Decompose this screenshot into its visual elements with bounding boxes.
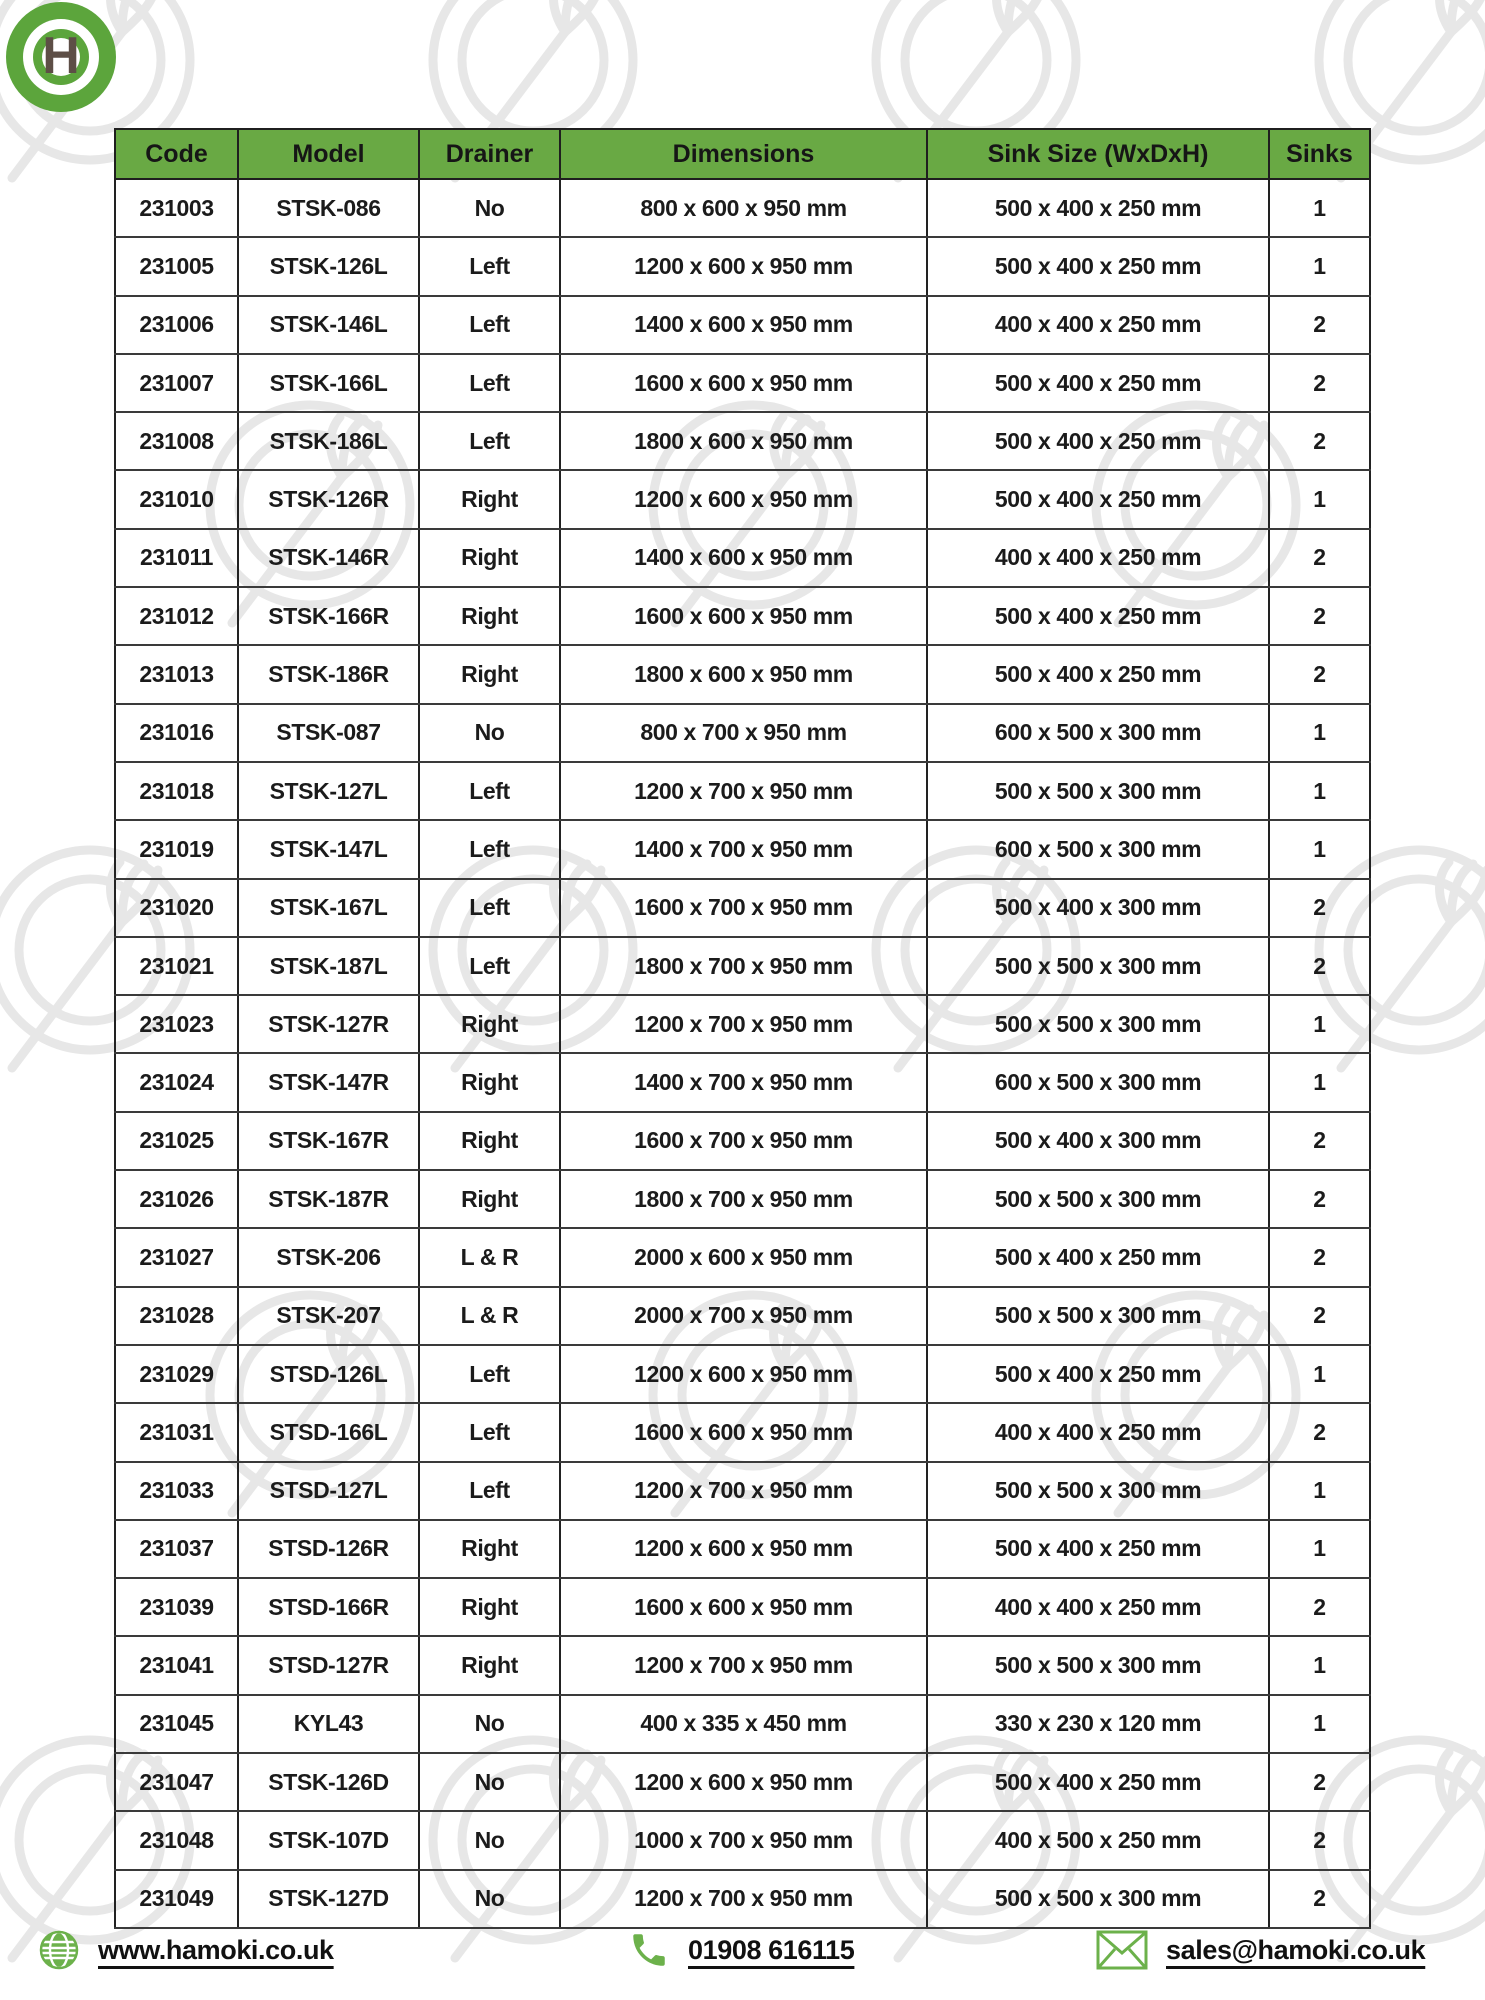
cell-model: STSK-187R: [238, 1170, 419, 1228]
hamoki-logo: [6, 2, 116, 112]
cell-code: 231039: [115, 1578, 238, 1636]
cell-sinks: 1: [1269, 704, 1370, 762]
cell-drainer: Right: [419, 587, 560, 645]
cell-sink-size: 500 x 400 x 250 mm: [927, 354, 1269, 412]
cell-sinks: 2: [1269, 1578, 1370, 1636]
cell-sinks: 2: [1269, 296, 1370, 354]
cell-model: STSK-187L: [238, 937, 419, 995]
table-row: [115, 879, 1370, 937]
table-row: [115, 529, 1370, 587]
cell-code: 231007: [115, 354, 238, 412]
cell-dimensions: 1200 x 600 x 950 mm: [560, 1753, 927, 1811]
cell-drainer: No: [419, 1753, 560, 1811]
cell-dimensions: 1400 x 600 x 950 mm: [560, 296, 927, 354]
table-row: [115, 1811, 1370, 1869]
table-row: [115, 1170, 1370, 1228]
cell-code: 231047: [115, 1753, 238, 1811]
cell-sink-size: 400 x 500 x 250 mm: [927, 1811, 1269, 1869]
table-row: [115, 1578, 1370, 1636]
cell-sink-size: 500 x 500 x 300 mm: [927, 1170, 1269, 1228]
cell-drainer: No: [419, 1811, 560, 1869]
cell-sink-size: 500 x 400 x 250 mm: [927, 645, 1269, 703]
cell-model: STSK-126D: [238, 1753, 419, 1811]
cell-sinks: 1: [1269, 820, 1370, 878]
cell-code: 231049: [115, 1870, 238, 1928]
cell-sinks: 2: [1269, 354, 1370, 412]
cell-model: STSK-206: [238, 1228, 419, 1286]
cell-drainer: Left: [419, 762, 560, 820]
cell-sinks: 2: [1269, 1112, 1370, 1170]
cell-code: 231021: [115, 937, 238, 995]
cell-sink-size: 600 x 500 x 300 mm: [927, 820, 1269, 878]
cell-sink-size: 400 x 400 x 250 mm: [927, 529, 1269, 587]
cell-code: 231023: [115, 995, 238, 1053]
cell-sinks: 1: [1269, 1520, 1370, 1578]
cell-sink-size: 500 x 500 x 300 mm: [927, 995, 1269, 1053]
cell-drainer: Right: [419, 470, 560, 528]
cell-dimensions: 1400 x 600 x 950 mm: [560, 529, 927, 587]
table-row: [115, 1520, 1370, 1578]
cell-model: STSK-167R: [238, 1112, 419, 1170]
cell-model: STSK-186R: [238, 645, 419, 703]
cell-dimensions: 1800 x 600 x 950 mm: [560, 645, 927, 703]
cell-drainer: No: [419, 179, 560, 237]
cell-model: STSK-147R: [238, 1053, 419, 1111]
cell-sink-size: 500 x 500 x 300 mm: [927, 762, 1269, 820]
cell-dimensions: 1200 x 700 x 950 mm: [560, 1462, 927, 1520]
cell-drainer: Left: [419, 820, 560, 878]
cell-sinks: 1: [1269, 1462, 1370, 1520]
cell-sinks: 2: [1269, 1870, 1370, 1928]
cell-sink-size: 500 x 400 x 250 mm: [927, 470, 1269, 528]
table-row: [115, 412, 1370, 470]
cell-model: STSK-167L: [238, 879, 419, 937]
cell-drainer: Right: [419, 1053, 560, 1111]
table-row: [115, 1112, 1370, 1170]
cell-model: STSD-166R: [238, 1578, 419, 1636]
cell-code: 231008: [115, 412, 238, 470]
column-header-code: Code: [115, 129, 238, 179]
column-header-dimensions: Dimensions: [560, 129, 927, 179]
cell-sink-size: 500 x 500 x 300 mm: [927, 937, 1269, 995]
cell-drainer: Right: [419, 1578, 560, 1636]
cell-dimensions: 1600 x 700 x 950 mm: [560, 1112, 927, 1170]
logo-core: [42, 27, 80, 85]
cell-sink-size: 600 x 500 x 300 mm: [927, 1053, 1269, 1111]
table-row: [115, 762, 1370, 820]
cell-drainer: Left: [419, 879, 560, 937]
cell-dimensions: 400 x 335 x 450 mm: [560, 1695, 927, 1753]
cell-code: 231033: [115, 1462, 238, 1520]
cell-code: 231016: [115, 704, 238, 762]
cell-model: STSK-146R: [238, 529, 419, 587]
phone-icon: [628, 1929, 670, 1971]
globe-icon: [38, 1929, 80, 1971]
phone-link[interactable]: 01908 616115: [688, 1934, 855, 1965]
cell-sink-size: 400 x 400 x 250 mm: [927, 1403, 1269, 1461]
cell-code: 231029: [115, 1345, 238, 1403]
cell-drainer: L & R: [419, 1287, 560, 1345]
table-row: [115, 1287, 1370, 1345]
cell-sink-size: 500 x 400 x 250 mm: [927, 1345, 1269, 1403]
cell-sinks: 2: [1269, 879, 1370, 937]
cell-drainer: Left: [419, 354, 560, 412]
cell-sink-size: 400 x 400 x 250 mm: [927, 1578, 1269, 1636]
cell-sink-size: 500 x 400 x 250 mm: [927, 237, 1269, 295]
cell-drainer: L & R: [419, 1228, 560, 1286]
cell-sink-size: 500 x 400 x 250 mm: [927, 1228, 1269, 1286]
cell-model: STSK-127L: [238, 762, 419, 820]
cell-code: 231024: [115, 1053, 238, 1111]
cell-model: STSD-127L: [238, 1462, 419, 1520]
cell-sink-size: 500 x 400 x 300 mm: [927, 879, 1269, 937]
cell-sinks: 2: [1269, 1287, 1370, 1345]
cell-dimensions: 1800 x 700 x 950 mm: [560, 937, 927, 995]
cell-sink-size: 500 x 400 x 250 mm: [927, 179, 1269, 237]
cell-code: 231027: [115, 1228, 238, 1286]
cell-drainer: Left: [419, 1345, 560, 1403]
cell-dimensions: 2000 x 700 x 950 mm: [560, 1287, 927, 1345]
cell-dimensions: 800 x 600 x 950 mm: [560, 179, 927, 237]
cell-sinks: 1: [1269, 179, 1370, 237]
cell-model: KYL43: [238, 1695, 419, 1753]
cell-dimensions: 1400 x 700 x 950 mm: [560, 820, 927, 878]
column-header-drainer: Drainer: [419, 129, 560, 179]
cell-sinks: 2: [1269, 529, 1370, 587]
cell-code: 231048: [115, 1811, 238, 1869]
cell-model: STSK-146L: [238, 296, 419, 354]
cell-dimensions: 2000 x 600 x 950 mm: [560, 1228, 927, 1286]
cell-code: 231041: [115, 1636, 238, 1694]
cell-dimensions: 1400 x 700 x 950 mm: [560, 1053, 927, 1111]
cell-drainer: No: [419, 1695, 560, 1753]
cell-drainer: Left: [419, 237, 560, 295]
cell-model: STSK-126R: [238, 470, 419, 528]
table-row: [115, 645, 1370, 703]
table-row: [115, 820, 1370, 878]
table-row: [115, 1695, 1370, 1753]
cell-dimensions: 1000 x 700 x 950 mm: [560, 1811, 927, 1869]
table-header-row: [115, 129, 1370, 179]
table-row: [115, 354, 1370, 412]
table-row: [115, 587, 1370, 645]
cell-sink-size: 500 x 400 x 250 mm: [927, 1753, 1269, 1811]
cell-sinks: 2: [1269, 1753, 1370, 1811]
table-row: [115, 1636, 1370, 1694]
table-row: [115, 296, 1370, 354]
cell-drainer: Left: [419, 1462, 560, 1520]
cell-drainer: Left: [419, 937, 560, 995]
cell-code: 231012: [115, 587, 238, 645]
cell-drainer: Right: [419, 529, 560, 587]
cell-code: 231003: [115, 179, 238, 237]
cell-model: STSK-166R: [238, 587, 419, 645]
cell-model: STSK-107D: [238, 1811, 419, 1869]
cell-model: STSK-147L: [238, 820, 419, 878]
cell-dimensions: 1600 x 600 x 950 mm: [560, 354, 927, 412]
cell-drainer: Right: [419, 1112, 560, 1170]
cell-dimensions: 800 x 700 x 950 mm: [560, 704, 927, 762]
cell-dimensions: 1600 x 600 x 950 mm: [560, 1578, 927, 1636]
cell-dimensions: 1200 x 600 x 950 mm: [560, 237, 927, 295]
cell-dimensions: 1600 x 600 x 950 mm: [560, 1403, 927, 1461]
cell-code: 231005: [115, 237, 238, 295]
cell-sinks: 2: [1269, 587, 1370, 645]
table-row: [115, 179, 1370, 237]
cell-model: STSK-086: [238, 179, 419, 237]
table-row: [115, 1462, 1370, 1520]
cell-sink-size: 500 x 500 x 300 mm: [927, 1287, 1269, 1345]
table-row: [115, 1345, 1370, 1403]
cell-code: 231010: [115, 470, 238, 528]
cell-sink-size: 500 x 400 x 300 mm: [927, 1112, 1269, 1170]
cell-sinks: 2: [1269, 412, 1370, 470]
cell-drainer: No: [419, 1870, 560, 1928]
cell-code: 231025: [115, 1112, 238, 1170]
cell-dimensions: 1600 x 600 x 950 mm: [560, 587, 927, 645]
table-row: [115, 995, 1370, 1053]
table-row: [115, 1870, 1370, 1928]
cell-sinks: 1: [1269, 1053, 1370, 1111]
cell-model: STSD-166L: [238, 1403, 419, 1461]
cell-dimensions: 1200 x 600 x 950 mm: [560, 470, 927, 528]
cell-model: STSD-126L: [238, 1345, 419, 1403]
cell-drainer: Left: [419, 1403, 560, 1461]
cell-code: 231011: [115, 529, 238, 587]
footer-website: [38, 1922, 334, 1978]
cell-sinks: 2: [1269, 1811, 1370, 1869]
cell-drainer: Right: [419, 1520, 560, 1578]
cell-sinks: 1: [1269, 1636, 1370, 1694]
table-row: [115, 1403, 1370, 1461]
cell-sinks: 1: [1269, 1345, 1370, 1403]
cell-drainer: Left: [419, 296, 560, 354]
cell-code: 231028: [115, 1287, 238, 1345]
cell-model: STSK-186L: [238, 412, 419, 470]
cell-code: 231026: [115, 1170, 238, 1228]
table-row: [115, 470, 1370, 528]
cell-model: STSK-127R: [238, 995, 419, 1053]
cell-sinks: 2: [1269, 937, 1370, 995]
cell-sink-size: 600 x 500 x 300 mm: [927, 704, 1269, 762]
cell-dimensions: 1200 x 600 x 950 mm: [560, 1345, 927, 1403]
cell-sink-size: 500 x 400 x 250 mm: [927, 412, 1269, 470]
cell-model: STSK-087: [238, 704, 419, 762]
cell-dimensions: 1200 x 700 x 950 mm: [560, 762, 927, 820]
cell-drainer: Right: [419, 1636, 560, 1694]
cell-sinks: 1: [1269, 995, 1370, 1053]
cell-dimensions: 1200 x 700 x 950 mm: [560, 995, 927, 1053]
cell-sink-size: 500 x 500 x 300 mm: [927, 1462, 1269, 1520]
product-spec-table: [114, 128, 1371, 1929]
cell-sink-size: 500 x 500 x 300 mm: [927, 1636, 1269, 1694]
cell-drainer: Right: [419, 995, 560, 1053]
column-header-model: Model: [238, 129, 419, 179]
table-row: [115, 1053, 1370, 1111]
cell-sink-size: 500 x 400 x 250 mm: [927, 587, 1269, 645]
cell-model: STSK-166L: [238, 354, 419, 412]
table-row: [115, 1753, 1370, 1811]
cell-code: 231018: [115, 762, 238, 820]
email-link[interactable]: sales@hamoki.co.uk: [1166, 1934, 1426, 1965]
cell-sinks: 2: [1269, 1170, 1370, 1228]
envelope-icon: [1096, 1930, 1148, 1970]
cell-dimensions: 1200 x 600 x 950 mm: [560, 1520, 927, 1578]
cell-sinks: 1: [1269, 762, 1370, 820]
column-header-sink-size: Sink Size (WxDxH): [927, 129, 1269, 179]
cell-model: STSK-126L: [238, 237, 419, 295]
cell-drainer: No: [419, 704, 560, 762]
cell-code: 231037: [115, 1520, 238, 1578]
cell-code: 231019: [115, 820, 238, 878]
cell-sink-size: 400 x 400 x 250 mm: [927, 296, 1269, 354]
table-row: [115, 237, 1370, 295]
table-row: [115, 704, 1370, 762]
cell-model: STSK-207: [238, 1287, 419, 1345]
cell-dimensions: 1200 x 700 x 950 mm: [560, 1636, 927, 1694]
table-row: [115, 1228, 1370, 1286]
logo-letter: H: [42, 27, 80, 85]
cell-sinks: 2: [1269, 1228, 1370, 1286]
cell-drainer: Left: [419, 412, 560, 470]
cell-sinks: 1: [1269, 1695, 1370, 1753]
cell-dimensions: 1800 x 600 x 950 mm: [560, 412, 927, 470]
cell-code: 231006: [115, 296, 238, 354]
cell-sinks: 2: [1269, 1403, 1370, 1461]
cell-dimensions: 1200 x 700 x 950 mm: [560, 1870, 927, 1928]
cell-sinks: 1: [1269, 237, 1370, 295]
cell-model: STSD-127R: [238, 1636, 419, 1694]
footer-email: [1096, 1922, 1425, 1978]
cell-drainer: Right: [419, 645, 560, 703]
cell-sink-size: 500 x 500 x 300 mm: [927, 1870, 1269, 1928]
cell-model: STSD-126R: [238, 1520, 419, 1578]
cell-sink-size: 500 x 400 x 250 mm: [927, 1520, 1269, 1578]
cell-code: 231013: [115, 645, 238, 703]
cell-dimensions: 1600 x 700 x 950 mm: [560, 879, 927, 937]
cell-dimensions: 1800 x 700 x 950 mm: [560, 1170, 927, 1228]
cell-sinks: 2: [1269, 645, 1370, 703]
table-body: [115, 179, 1370, 1928]
cell-code: 231045: [115, 1695, 238, 1753]
table-row: [115, 937, 1370, 995]
cell-model: STSK-127D: [238, 1870, 419, 1928]
column-header-sinks: Sinks: [1269, 129, 1370, 179]
cell-code: 231031: [115, 1403, 238, 1461]
cell-sinks: 1: [1269, 470, 1370, 528]
cell-code: 231020: [115, 879, 238, 937]
website-link[interactable]: www.hamoki.co.uk: [98, 1934, 334, 1965]
cell-sink-size: 330 x 230 x 120 mm: [927, 1695, 1269, 1753]
cell-drainer: Right: [419, 1170, 560, 1228]
footer-phone: [628, 1922, 854, 1978]
